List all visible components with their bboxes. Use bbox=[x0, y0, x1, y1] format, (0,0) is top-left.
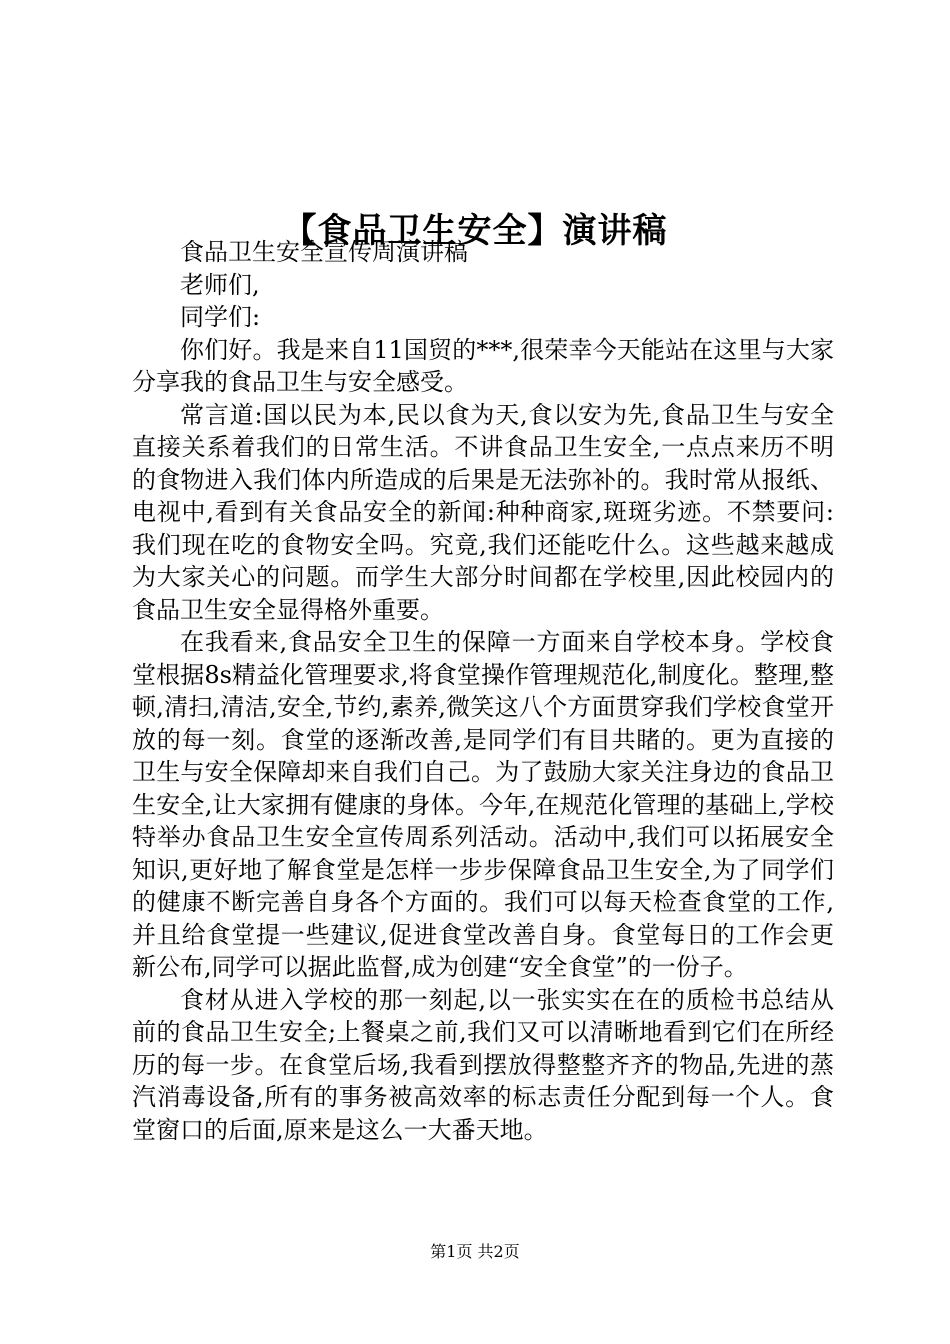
body-paragraph: 在我看来,食品安全卫生的保障一方面来自学校本身。学校食堂根据8s精益化管理要求,将食堂操作管理规范化,制度化。整理,整顿,清扫,清洁,安全,节约,素养,微笑这八个方面贯穿我们学校食堂开放的每一刻。食堂的逐渐改善,是同学们有目共睹的。更为直接的卫生与安全保障却来自我们自己。为了鼓励大家关注身边的食品卫生安全,让大家拥有健康的身体。今年,在规范化管理的基础上,学校特举办食品卫生安全宣传周系列活动。活动中,我们可以拓展安全知识,更好地了解食堂是怎样一步步保障食品卫生安全,为了同学们的健康不断完善自身各个方面的。我们可以每天检查食堂的工作,并且给食堂提一些建议,促进食堂改善自身。食堂每日的工作会更新公布,同学可以据此监督,成为创建“安全食堂”的一份子。 bbox=[132, 628, 834, 981]
page-number-footer: 第1页 共2页 bbox=[430, 1242, 520, 1261]
salutation-students: 同学们: bbox=[180, 303, 261, 331]
body-paragraph: 常言道:国以民为本,民以食为天,食以安为先,食品卫生与安全直接关系着我们的日常生活。不讲食品卫生安全,一点点来历不明的食物进入我们体内所造成的后果是无法弥补的。我时常从报纸、电视中,看到有关食品安全的新闻:种种商家,斑斑劣迹。不禁要问:我们现在吃的食物安全吗。究竟,我们还能吃什么。这些越来越成为大家关心的问题。而学生大部分时间都在学校里,因此校园内的食品卫生安全显得格外重要。 bbox=[132, 400, 834, 624]
body-paragraph: 你们好。我是来自11国贸的***,很荣幸今天能站在这里与大家分享我的食品卫生与安全感受。 bbox=[132, 335, 834, 396]
speech-subtitle: 食品卫生安全宣传周演讲稿 bbox=[180, 238, 468, 266]
document-body bbox=[132, 236, 834, 1146]
body-paragraph: 食材从进入学校的那一刻起,以一张实实在在的质检书总结从前的食品卫生安全;上餐桌之前,我们又可以清晰地看到它们在所经历的每一步。在食堂后场,我看到摆放得整整齐齐的物品,先进的蒸汽消毒设备,所有的事务被高效率的标志责任分配到每一个人。食堂窗口的后面,原来是这么一大番天地。 bbox=[132, 985, 834, 1144]
document-title: 【食品卫生安全】演讲稿 bbox=[282, 210, 668, 251]
salutation-teachers: 老师们, bbox=[180, 270, 260, 299]
